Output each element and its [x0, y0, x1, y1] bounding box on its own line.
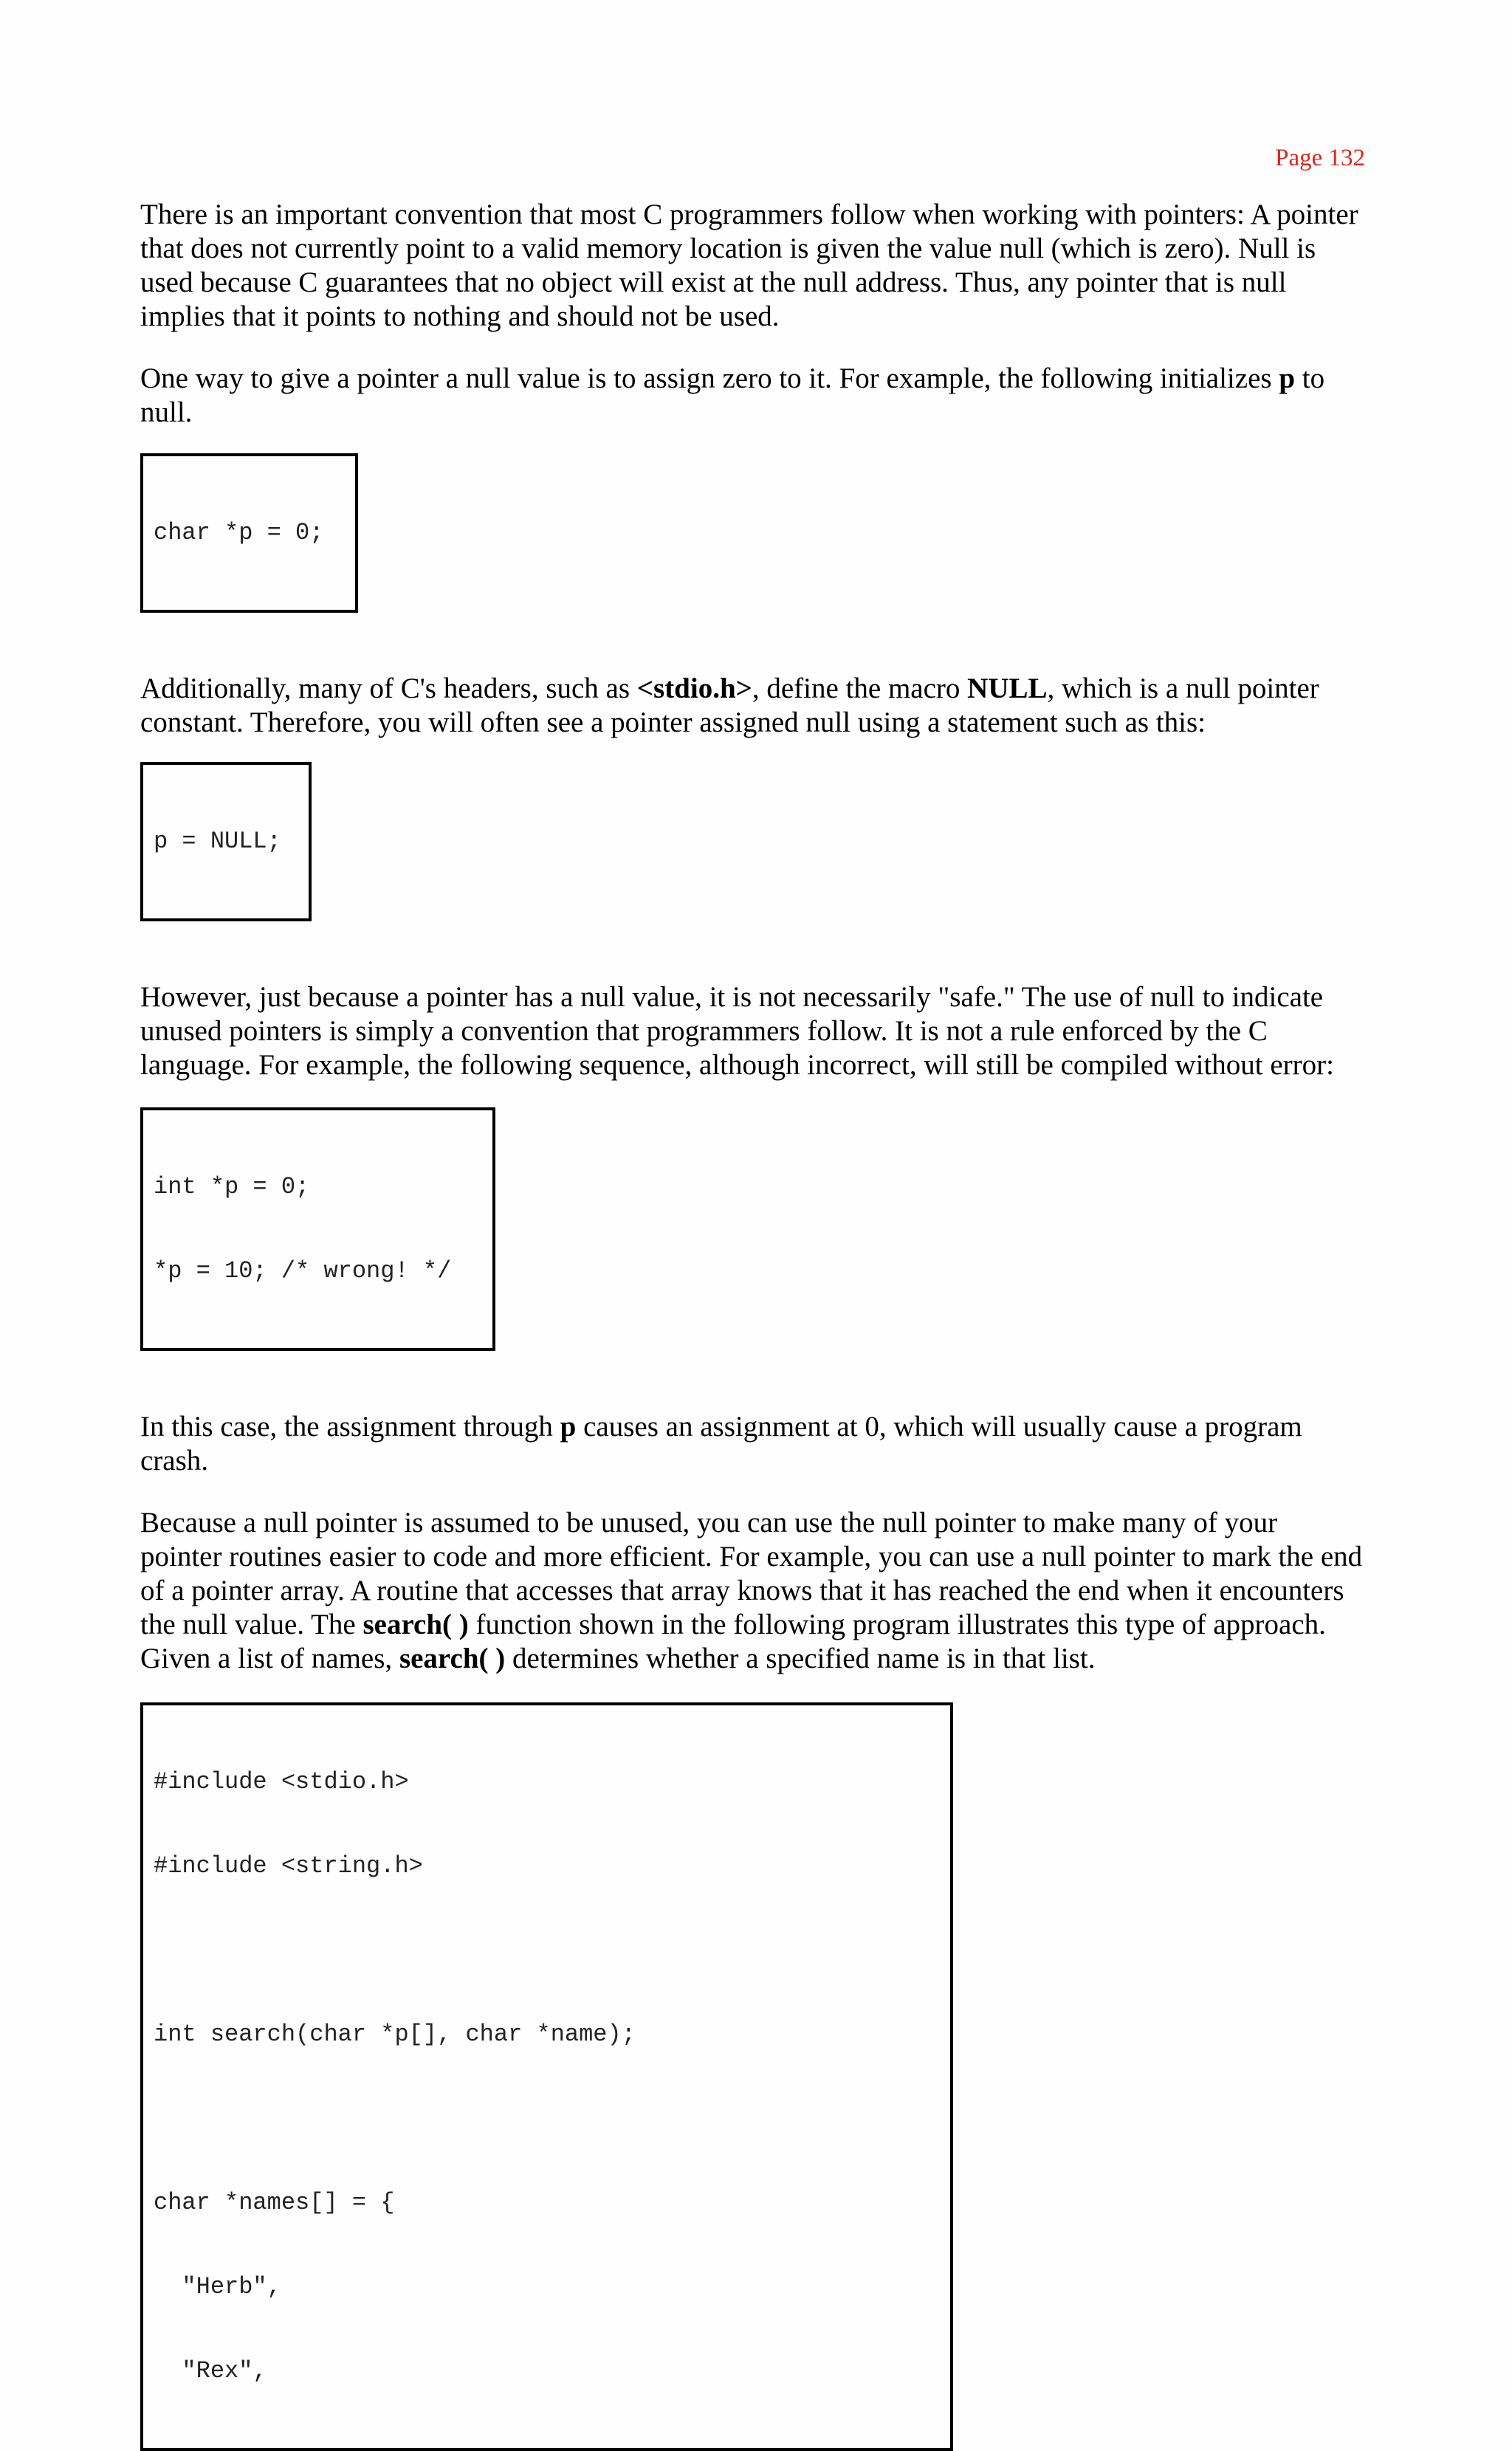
- text-segment: , which is a null pointer constant. Therefore, you will often see a pointer assigned null using a statement such as this:: [140, 673, 1319, 738]
- code-line: "Herb",: [154, 2273, 281, 2300]
- code-block-p-null: [140, 762, 312, 921]
- code-line: *p = 10; /* wrong! */: [154, 1257, 452, 1285]
- code-block-search-program: [140, 1702, 953, 2451]
- paragraph-search-intro: [140, 1506, 1366, 1676]
- inline-code-null: NULL: [967, 673, 1048, 704]
- page-number: Page 132: [1275, 145, 1365, 171]
- code-line: p = NULL;: [154, 828, 281, 855]
- code-line: "Rex",: [154, 2357, 267, 2385]
- code-line: int *p = 0;: [154, 1173, 310, 1200]
- code-line: char *names[] = {: [154, 2189, 395, 2216]
- paragraph-not-safe: However, just because a pointer has a null value, it is not necessarily "safe." The use of null to indicate unused pointers is simply a convention that programmers follow. It is not a rule enforced by the C language. For example, the following sequence, although incorrect, will still be compiled without error:: [140, 981, 1334, 1081]
- inline-code-p: p: [1279, 362, 1296, 394]
- text-segment: Additionally, many of C's headers, such as: [140, 673, 637, 704]
- code-line: int search(char *p[], char *name);: [154, 2021, 636, 2048]
- text-segment: to null.: [140, 362, 1325, 428]
- inline-code-search: search( ): [362, 1609, 469, 1640]
- code-line-blank: [154, 1936, 940, 1964]
- text-segment: One way to give a pointer a null value is to assign zero to it. For example, the following initializes: [140, 362, 1279, 394]
- paragraph-null-macro: [140, 672, 1366, 740]
- code-line: char *p = 0;: [154, 519, 324, 546]
- code-line: #include <stdio.h>: [154, 1768, 409, 1795]
- inline-code-search: search( ): [399, 1643, 506, 1674]
- text-segment: function shown in the following program illustrates this type of approach. Given a list of names,: [140, 1609, 1326, 1674]
- text-segment: , define the macro: [752, 673, 968, 704]
- paragraph-assign-zero: [140, 362, 1366, 430]
- text-segment: In this case, the assignment through: [140, 1411, 560, 1443]
- paragraph-null-convention: There is an important convention that most C programmers follow when working with pointers: A pointer that does not currently point to a valid memory location is given the value null (which is zero). Null is used because C guarantees that no object will exist at the null address. Thus, any pointer that is null implies that it points to nothing and should not be used.: [140, 199, 1358, 332]
- page-content: [140, 198, 1366, 2451]
- text-segment: determines whether a specified name is in that list.: [505, 1643, 1096, 1674]
- code-line: #include <string.h>: [154, 1852, 423, 1880]
- code-block-char-p: [140, 453, 358, 613]
- inline-code-p: p: [560, 1411, 577, 1443]
- paragraph-crash: [140, 1410, 1366, 1478]
- code-block-wrong-assignment: [140, 1107, 495, 1351]
- text-segment: Because a null pointer is assumed to be unused, you can use the null pointer to make many of your pointer routines easier to code and more efficient. For example, you can use a null pointer to mark the end of a pointer array. A routine that accesses that array knows that it has reached the end when it encounters the null value. The: [140, 1507, 1363, 1640]
- code-line-blank: [154, 2105, 940, 2133]
- inline-code-stdio: <stdio.h>: [636, 673, 752, 704]
- text-segment: causes an assignment at 0, which will usually cause a program crash.: [140, 1411, 1302, 1477]
